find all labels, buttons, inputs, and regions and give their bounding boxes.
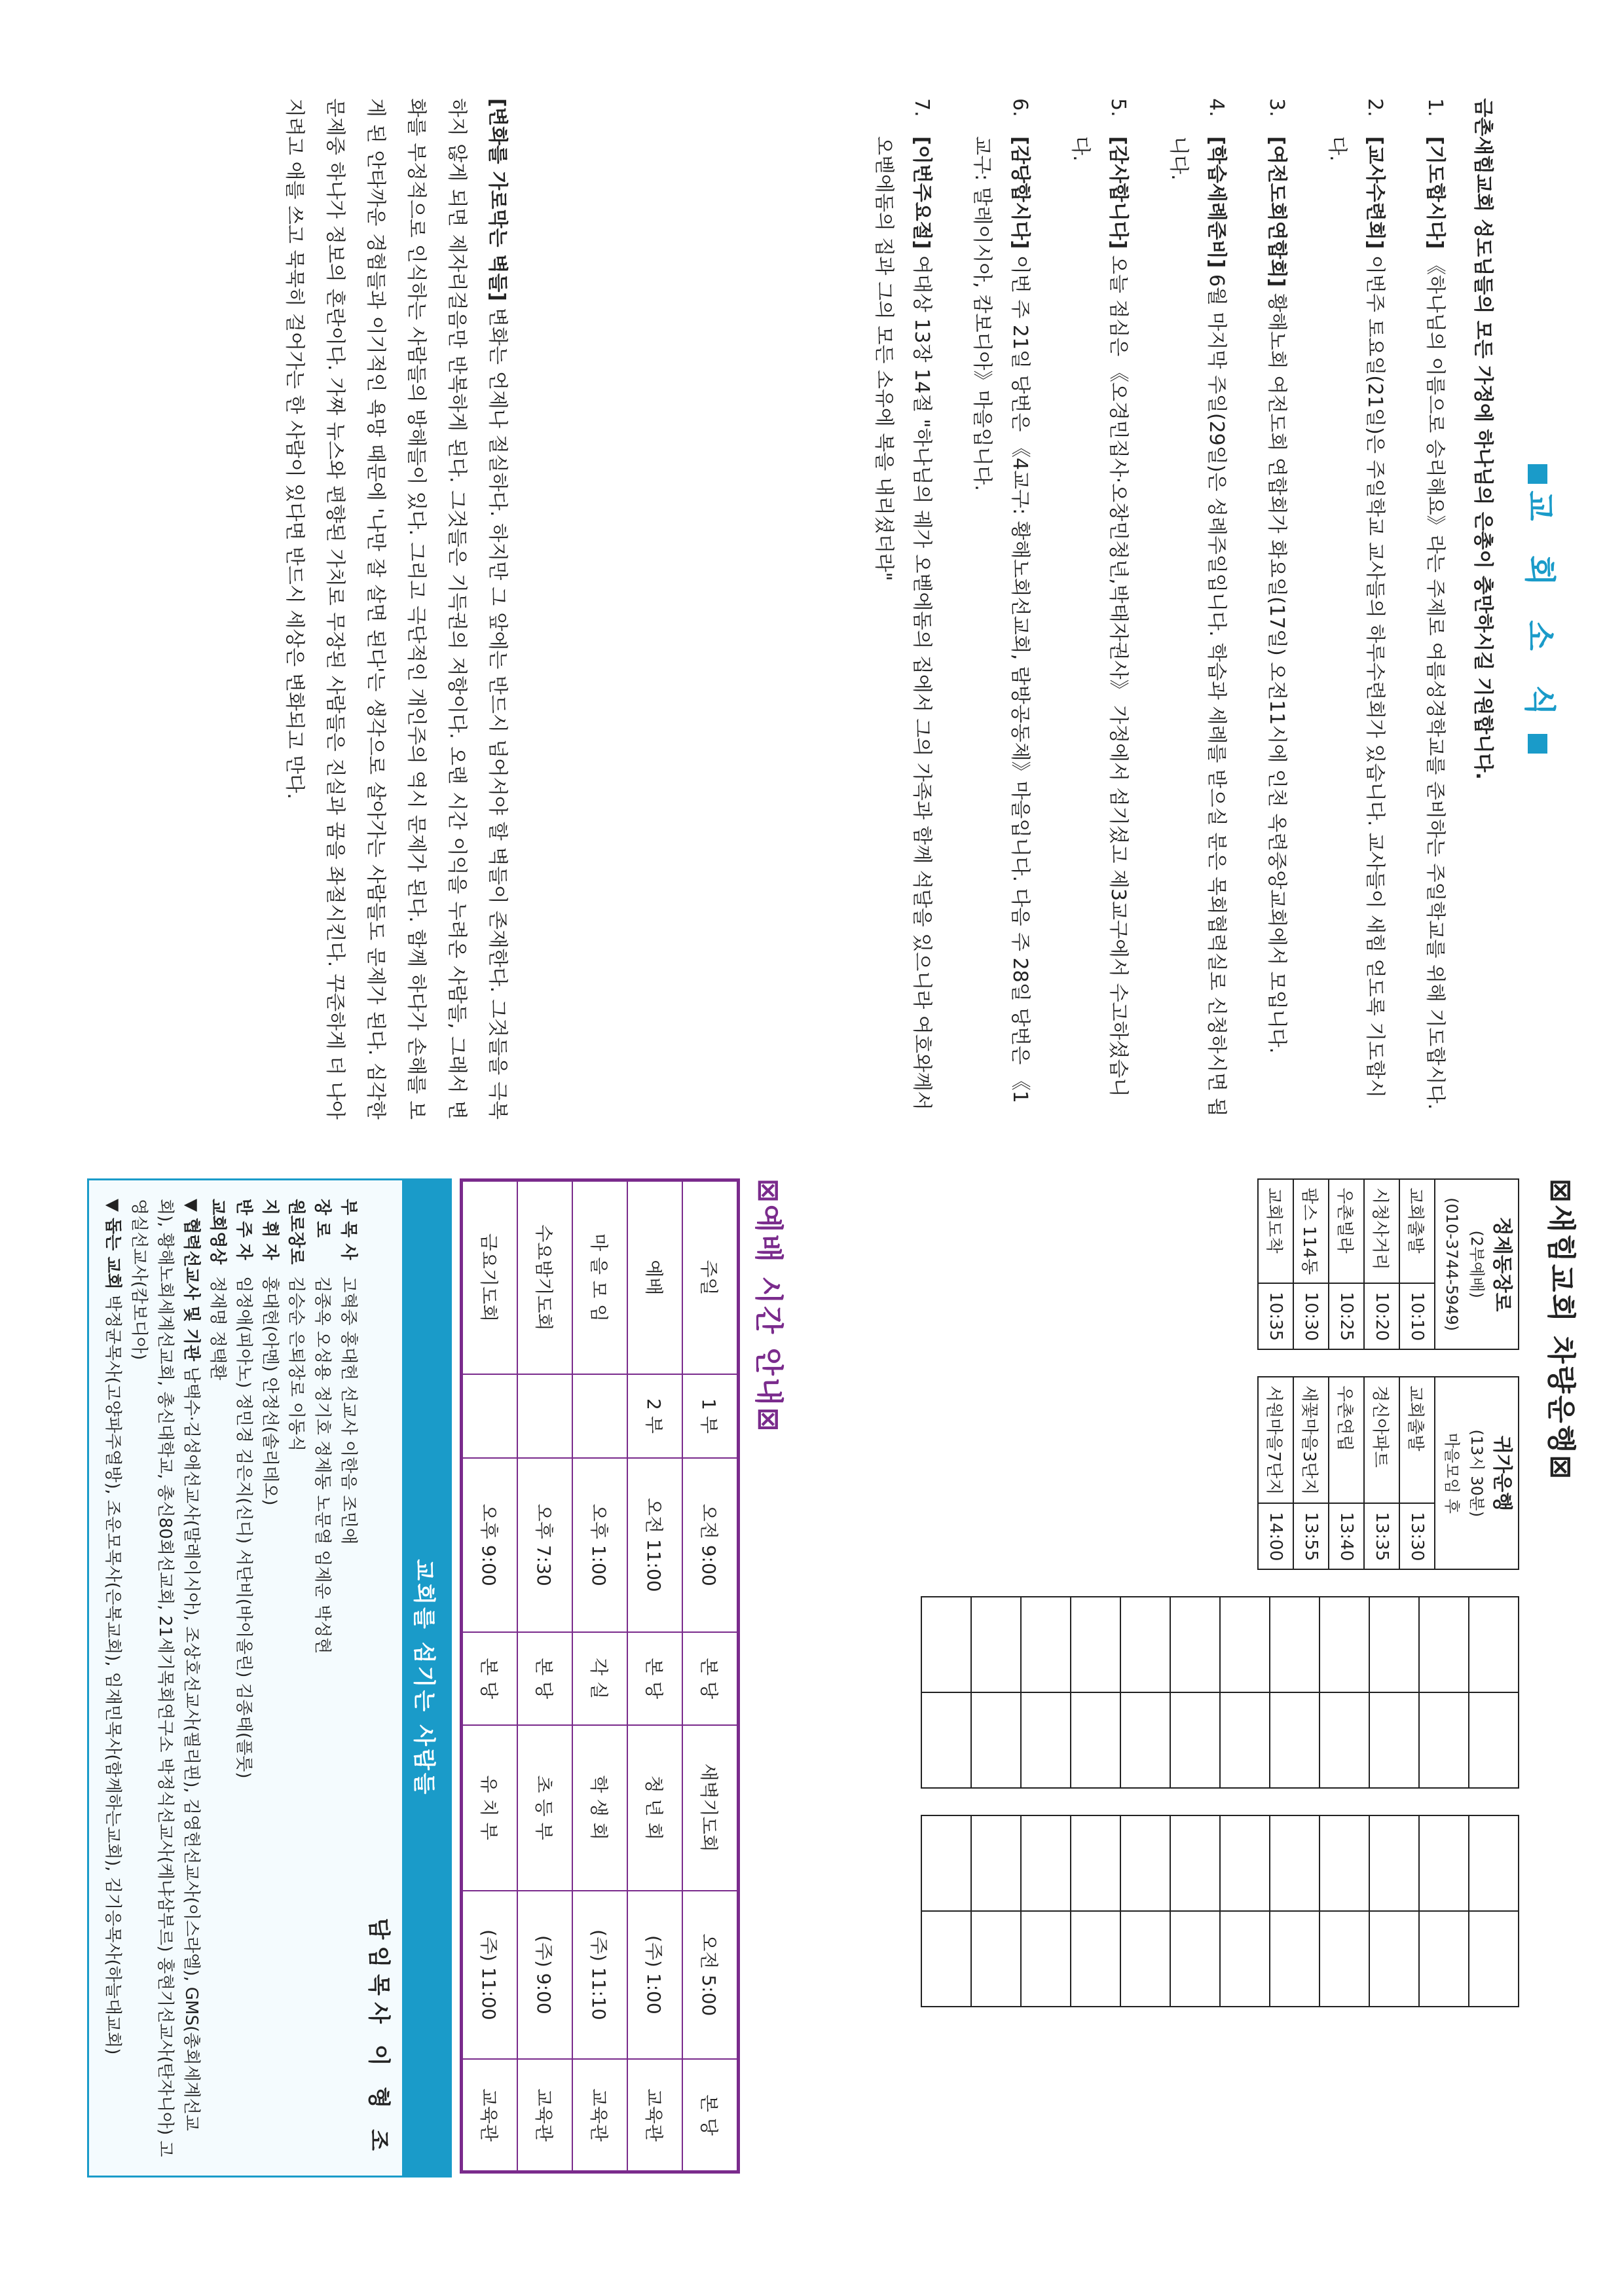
blank-cell: [1369, 1815, 1419, 1911]
blank-cell: [1320, 1692, 1369, 1788]
service-cell: 유 치 부: [462, 1725, 518, 1891]
staff-role: ▼ 돕는 교회: [103, 1199, 122, 1290]
service-cell: 수요밤기도회: [517, 1180, 572, 1374]
bus-time: 10:10: [1399, 1283, 1435, 1349]
service-cell: (주) 11:00: [462, 1891, 518, 2060]
service-row: [627, 1180, 682, 2172]
staff-names: 고혁중 홍대헌 선교사 이한음 조민애: [339, 1276, 358, 1545]
staff-line: [309, 1199, 335, 2157]
blank-cell: [1320, 1597, 1369, 1692]
blank-cell: [1071, 1597, 1120, 1692]
blank-cell: [1021, 1692, 1071, 1788]
news-title: 교 회 소 식: [1520, 98, 1565, 1120]
bus-row: [1293, 1179, 1329, 1349]
news-item: 1.[기도합시다] 《하나님의 이름으로 승리해요》라는 주제로 여름성경학교를 준비하는 주일학교를 위해 기도합시다.: [1424, 98, 1447, 1110]
service-cell: 청 년 회: [627, 1725, 682, 1891]
service-row: [682, 1180, 739, 2172]
staff-role: 교회영상: [208, 1199, 227, 1265]
news-item: 7.[이번주요절] 여대상 13장 14절 "하나님의 궤가 오벧에돔의 집에서 그의 가족과 함께 석달을 있으니라 여호와께서 오벧에돔의 집과 그의 모든 소유에 복을 내리셨더라": [872, 98, 933, 1110]
service-cell: 오후 1:00: [572, 1458, 627, 1632]
service-cell: 마 을 모 임: [572, 1180, 627, 1374]
staff-line: [231, 1199, 257, 2157]
service-cell: 각 실: [572, 1632, 627, 1725]
blank-cell: [1419, 1692, 1469, 1788]
service-cell: 교육관: [517, 2059, 572, 2172]
blank-cell: [1120, 1815, 1170, 1911]
blank-cell: [1320, 1911, 1369, 2007]
blank-cell: [921, 1815, 971, 1911]
service-cell: 학 생 회: [572, 1725, 627, 1891]
bus-stop: 경신아파트: [1364, 1377, 1399, 1503]
service-cell: 오후 9:00: [462, 1458, 518, 1632]
blank-cell: [1071, 1815, 1120, 1911]
bus-row: [1293, 1377, 1329, 1569]
staff-role: 원로장로: [286, 1199, 306, 1265]
bus-row: [1399, 1377, 1435, 1569]
blank-cell: [1369, 1911, 1419, 2007]
left-column: [0, 98, 1624, 1120]
essay-title: [변화를 가로막는 벽들]: [486, 98, 509, 302]
service-cell: (주) 1:00: [627, 1891, 682, 2060]
service-cell: 초 등 부: [517, 1725, 572, 1891]
bus-time: 10:30: [1293, 1283, 1329, 1349]
bus-stop: 교회출발: [1399, 1179, 1435, 1283]
service-cell: 오전 11:00: [627, 1458, 682, 1632]
service-cell: 1 부: [682, 1374, 739, 1458]
back-header: 귀가운행 (13시 30분) 마을모임 후: [1435, 1377, 1519, 1569]
bus-stop: 시청사거리: [1364, 1179, 1399, 1283]
bus-stop: 우촌빌라: [1329, 1179, 1364, 1283]
bus-title: ⊠새힘교회 차량운행⊠: [1544, 1178, 1578, 1482]
blank-cell: [1071, 1692, 1120, 1788]
service-cell: 교육관: [572, 2059, 627, 2172]
blank-cell: [921, 1911, 971, 2007]
service-cell: 교육관: [627, 2059, 682, 2172]
back-table: [1257, 1376, 1519, 1570]
service-cell: 금요기도회: [462, 1180, 518, 1374]
blank-cell: [1220, 1815, 1270, 1911]
bus-time: 13:35: [1364, 1503, 1399, 1569]
square-icon: [1528, 734, 1547, 754]
staff-line: [100, 1199, 126, 2157]
service-row: [517, 1180, 572, 2172]
staff-role: 지 휘 자: [260, 1199, 280, 1260]
bus-time: 13:40: [1329, 1503, 1364, 1569]
staff-line: [283, 1199, 309, 2157]
blank-cell: [1170, 1597, 1220, 1692]
blank-cell: [1170, 1911, 1220, 2007]
blank-cell: [971, 1597, 1021, 1692]
blank-cell: [1021, 1597, 1071, 1692]
blank-cell: [1120, 1911, 1170, 2007]
blank-cell: [1270, 1597, 1320, 1692]
blank-cell: [1071, 1911, 1120, 2007]
service-cell: (주) 11:10: [572, 1891, 627, 2060]
news-lead: 금촌새힘교회 성도님들의 모든 가정에 하나님의 은총이 충만하시길 기원합니다.: [1471, 98, 1494, 780]
news-list: [842, 98, 1454, 1120]
staff-box: [87, 1178, 452, 2178]
square-icon: [1528, 464, 1547, 484]
staff-names: 남택수·김성애선교사(말레이시아), 조상호선교사(필리핀), 김영헌선교사(이스라엘), GMS(총회세계선교회), 황해노회세계선교회, 총신대학교, 총신80회선교회, 21세기목회연구소 박정식선교사(케냐삼부르) 홍현기선교사(탄자니아) 고영실선교사(캄보디아): [129, 1199, 201, 2157]
service-cell: 새벽기도회: [682, 1725, 739, 1891]
blank-cell: [1120, 1597, 1170, 1692]
bus-stop: 팜스 114동: [1293, 1179, 1329, 1283]
bus-row: [1258, 1179, 1293, 1349]
blank-cell: [1270, 1815, 1320, 1911]
staff-role: ▼ 협력선교사 및 기관: [181, 1199, 201, 1362]
news-item: 5.[감사합니다] 오늘 점심은 《오경민집사·오창민청년,박태자권사》 가정에서 섬기셨고 제3교구에서 수고하셨습니다.: [1069, 98, 1130, 1097]
essay: [274, 98, 517, 1120]
staff-title: 교회를 섬기는 사람들: [402, 1180, 450, 2176]
bus-stop: 우촌연립: [1329, 1377, 1364, 1503]
services-title: ⊠예배 시간 안내⊠: [752, 1178, 785, 1434]
service-row: [572, 1180, 627, 2172]
bus-row: [1258, 1377, 1293, 1569]
bus-stop: 교회도착: [1258, 1179, 1293, 1283]
blank-cell: [1021, 1815, 1071, 1911]
senior-pastor: 담임목사 이 형 조: [365, 1918, 392, 2157]
bus-time: 13:55: [1293, 1503, 1329, 1569]
blank-cell: [971, 1692, 1021, 1788]
service-cell: 본 당: [682, 1632, 739, 1725]
blank-cell: [1170, 1692, 1220, 1788]
blank-cell: [1419, 1597, 1469, 1692]
blank-cell: [1270, 1692, 1320, 1788]
bus-time: 14:00: [1258, 1503, 1293, 1569]
staff-line: [335, 1199, 361, 2157]
blank-table: [921, 1596, 1519, 1789]
service-cell: [517, 1374, 572, 1458]
bus-stop: 서원마을7단지: [1258, 1377, 1293, 1503]
right-column: [0, 1178, 1624, 2200]
essay-body: 변화는 언제나 절실하다. 하지만 그 앞에는 반드시 넘어서야 할 벽들이 존재한다. 그것들을 극복하지 않게 되면 제자리걸음만 반복하게 된다. 그것들은 기득권의 저항이다. 오랜 시간 이익을 누려온 사람들, 그래서 변화를 부정적으로 인식하는 사람들의 방해들이 있다. 그리고 극단적인 개인주의 역시 문제가 된다. 함께 하다가 손해를 보게 된 안타까운 경험들과 이기적인 욕망 때문에 '나만 잘 살면 된다'는 생각으로 살아가는 사람들도 문제가 된다. 심각한 문제중 하나가 정보의 혼란이다. 가짜 뉴스와 편향된 가치로 무장된 사람들은 진실과 꿈을 좌절시킨다. 꾸준하게 더 나아지려고 애를 쓰고 묵묵히 걸어가는 한 사람이 있다면 반드시 세상은 변화되고 만다.: [283, 98, 509, 1120]
blank-cell: [1270, 1911, 1320, 2007]
service-cell: 오후 7:30: [517, 1458, 572, 1632]
service-cell: 본 당: [627, 1632, 682, 1725]
blank-cell: [921, 1692, 971, 1788]
bus-time: 10:20: [1364, 1283, 1399, 1349]
blank-cell: [1369, 1597, 1419, 1692]
service-cell: [572, 1374, 627, 1458]
blank-cell: [1220, 1597, 1270, 1692]
staff-names: 김승순 은퇴장로 이동식: [286, 1276, 306, 1451]
staff-names: 임정애(피아노) 정민경 김은지(신디) 서단비(바이올린) 김종태(플룻): [234, 1276, 253, 1779]
blank-cell: [1220, 1911, 1270, 2007]
bus-row: [1399, 1179, 1435, 1349]
staff-role: 반 주 자: [234, 1199, 253, 1260]
blank-cell: [1170, 1815, 1220, 1911]
bus-row: [1364, 1179, 1399, 1349]
bus-stop: 교회출발: [1399, 1377, 1435, 1503]
bus-stop: 새꽃마을3단지: [1293, 1377, 1329, 1503]
bus-row: [1329, 1179, 1364, 1349]
go-table: [1257, 1178, 1519, 1350]
news-item: 2.[교사수련회] 이번주 토요일(21일)은 주일학교 교사들의 하루수련회가 있습니다. 교사들이 새힘 얻도록 기도합시다.: [1325, 98, 1386, 1099]
bus-time: 10:25: [1329, 1283, 1364, 1349]
bus-time: 10:35: [1258, 1283, 1293, 1349]
blank-table: [921, 1815, 1519, 2007]
service-cell: 본 당: [462, 1632, 518, 1725]
bus-schedule: [921, 1178, 1519, 2007]
service-row: [462, 1180, 518, 2172]
news-item: 4.[학습세례준비] 6월 마지막 주일(29일)은 성례주일입니다. 학습과 세례를 받으실 분은 목회협력실로 신청하시면 됩니다.: [1167, 98, 1228, 1117]
service-cell: 교육관: [462, 2059, 518, 2172]
service-cell: (주) 9:00: [517, 1891, 572, 2060]
staff-names: 정재명 정택환: [208, 1276, 227, 1381]
blank-cell: [1021, 1911, 1071, 2007]
blank-cell: [1419, 1815, 1469, 1911]
news-item: 6.[감당합시다] 이번 주 21일 당번은 《4교구: 황해노회선교회, 람방공동체》마을입니다. 다음 주 28일 당번은 《1교구: 말레이시아, 캄보디아》마을입니다.: [970, 98, 1031, 1103]
blank-cell: [1369, 1692, 1419, 1788]
blank-cell: [1469, 1692, 1519, 1788]
bus-row: [1364, 1377, 1399, 1569]
bus-time: 13:30: [1399, 1503, 1435, 1569]
blank-cell: [1320, 1815, 1369, 1911]
go-header: 정제동장로 (2부예배) (010-3744-5949): [1435, 1179, 1519, 1349]
staff-role: 부 목 사: [339, 1199, 358, 1260]
blank-cell: [971, 1911, 1021, 2007]
staff-line: [257, 1199, 283, 2157]
news-item: 3.[여전도회연합회] 황해노회 여전도회 연합회가 화요일(17일) 오전11시에 인천 옥련중앙교회에서 모입니다.: [1265, 98, 1288, 1054]
staff-names: 박정균목사(고양파주열방), 조운모목사(은복교회), 임재민목사(함께하는교회), 김기응목사(하늘대교회): [103, 1294, 122, 2055]
blank-cell: [1120, 1692, 1170, 1788]
staff-line: [204, 1199, 231, 2157]
service-cell: 오전 9:00: [682, 1458, 739, 1632]
blank-cell: [1469, 1597, 1519, 1692]
blank-cell: [1220, 1692, 1270, 1788]
service-cell: 본 당: [682, 2059, 739, 2172]
service-cell: 2 부: [627, 1374, 682, 1458]
blank-cell: [921, 1597, 971, 1692]
staff-names: 김종옥 오성용 정기호 정제동 노문열 임제운 박성현: [312, 1276, 332, 1654]
service-cell: 오전 5:00: [682, 1891, 739, 2060]
blank-cell: [971, 1815, 1021, 1911]
blank-cell: [1469, 1815, 1519, 1911]
service-cell: 본 당: [517, 1632, 572, 1725]
service-cell: 주일: [682, 1180, 739, 1374]
bus-row: [1329, 1377, 1364, 1569]
services-table: [460, 1178, 740, 2174]
blank-cell: [1469, 1911, 1519, 2007]
staff-line: [126, 1199, 204, 2157]
staff-list: [100, 1199, 361, 2157]
service-cell: 예배: [627, 1180, 682, 1374]
staff-names: 홍대헌(아멘) 안정선(솔리데오): [260, 1276, 280, 1506]
service-cell: [462, 1374, 518, 1458]
staff-role: 장 로: [312, 1199, 332, 1238]
blank-cell: [1419, 1911, 1469, 2007]
